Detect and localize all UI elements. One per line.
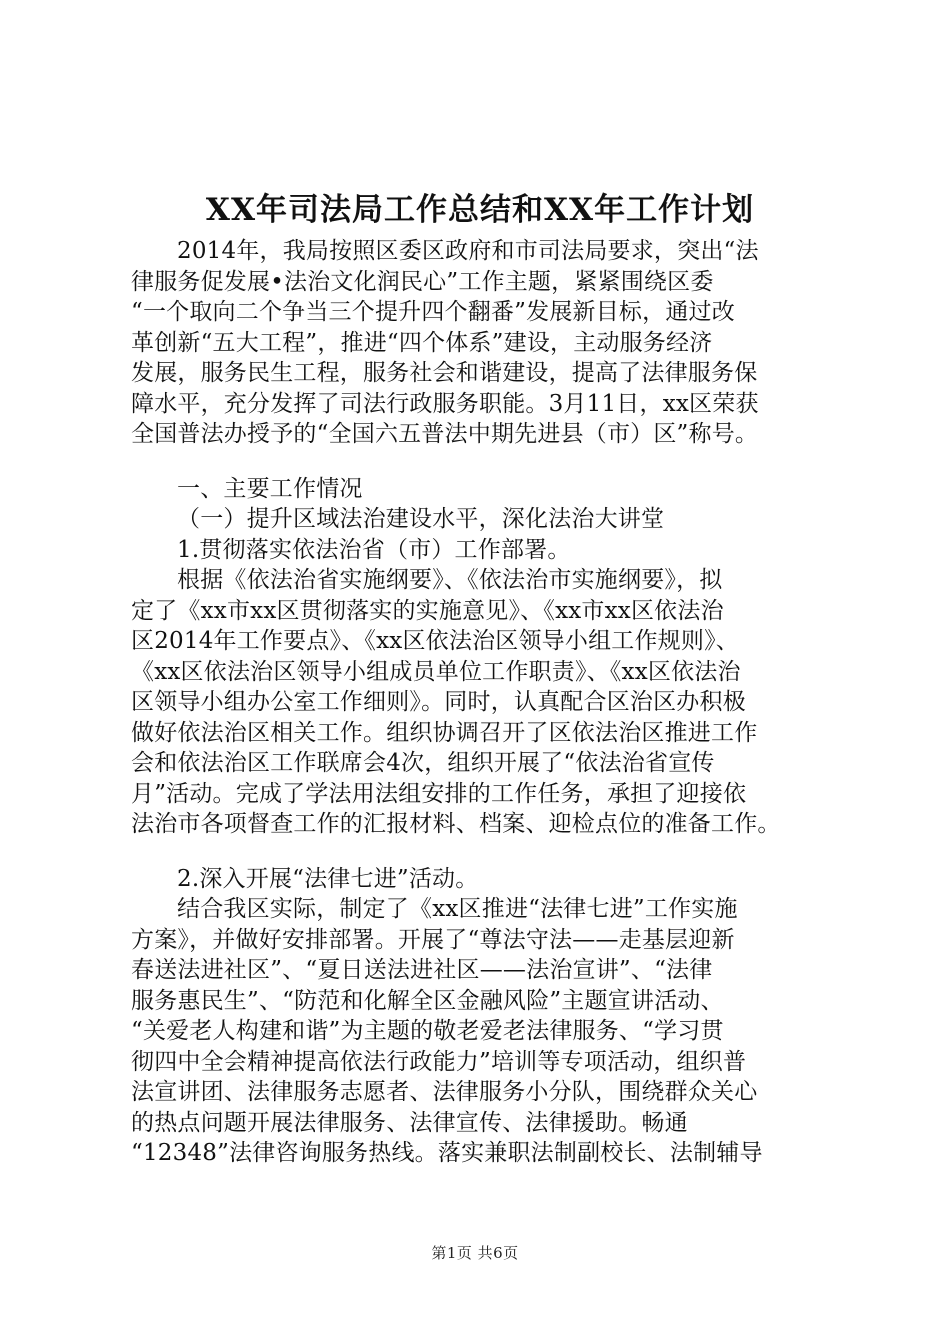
paragraph-line: 《xx区依法治区领导小组成员单位工作职责》、《xx区依法治 — [131, 658, 741, 685]
document-title: XX年司法局工作总结和XX年工作计划 — [205, 192, 755, 228]
paragraph-line: 定了《xx市xx区贯彻落实的实施意见》、《xx市xx区依法治 — [131, 597, 724, 624]
paragraph-line: 做好依法治区相关工作。组织协调召开了区依法治区推进工作 — [131, 719, 758, 746]
paragraph-line: 2014年，我局按照区委区政府和市司法局要求，突出“法 — [177, 238, 759, 264]
paragraph-line: 障水平，充分发挥了司法行政服务职能。3月11日，xx区荣获 — [131, 390, 759, 417]
item-heading: 2.深入开展“法律七进”活动。 — [177, 865, 479, 892]
paragraph-line: 的热点问题开展法律服务、法律宣传、法律援助。畅通 — [131, 1109, 688, 1136]
paragraph-line: 春送法进社区”、“夏日送法进社区——法治宣讲”、“法律 — [131, 957, 713, 983]
section-heading: 一、主要工作情况 — [177, 475, 363, 502]
paragraph-line: 律服务促发展•法治文化润民心”工作主题，紧紧围绕区委 — [131, 268, 714, 295]
paragraph-line: 革创新“五大工程”，推进“四个体系”建设，主动服务经济 — [131, 329, 713, 356]
paragraph-line: 发展，服务民生工程，服务社会和谐建设，提高了法律服务保 — [131, 360, 758, 386]
page-footer: 第1页 共6页 — [431, 1244, 519, 1262]
document-body — [131, 236, 831, 1169]
paragraph-line: “一个取向二个争当三个提升四个翻番”发展新目标，通过改 — [131, 299, 735, 325]
paragraph-line: 月”活动。完成了学法用法组安排的工作任务，承担了迎接依 — [131, 780, 747, 807]
paragraph-line: 结合我区实际，制定了《xx区推进“法律七进”工作实施 — [177, 896, 738, 922]
sub-heading: （一）提升区域法治建设水平，深化法治大讲堂 — [177, 506, 665, 532]
paragraph-line: “关爱老人构建和谐”为主题的敬老爱老法律服务、“学习贯 — [131, 1018, 724, 1044]
paragraph-gap — [131, 450, 831, 474]
paragraph-line: 区领导小组办公室工作细则》。同时，认真配合区治区办积极 — [131, 689, 746, 715]
paragraph-gap — [131, 840, 831, 864]
paragraph-line: 方案》，并做好安排部署。开展了“尊法守法——走基层迎新 — [131, 926, 735, 953]
paragraph-line: 会和依法治区工作联席会4次，组织开展了“依法治省宣传 — [131, 750, 715, 776]
paragraph-line: 法宣讲团、法律服务志愿者、法律服务小分队，围绕群众关心 — [131, 1079, 758, 1105]
paragraph-line: “12348”法律咨询服务热线。落实兼职法制副校长、法制辅导 — [131, 1140, 763, 1166]
item-heading: 1.贯彻落实依法治省（市）工作部署。 — [177, 536, 571, 563]
paragraph-line: 法治市各项督查工作的汇报材料、档案、迎检点位的准备工作。 — [131, 811, 781, 837]
paragraph-line: 服务惠民生”、“防范和化解全区金融风险”主题宣讲活动、 — [131, 987, 724, 1014]
paragraph-line: 彻四中全会精神提高依法行政能力”培训等专项活动，组织普 — [131, 1048, 747, 1075]
paragraph-line: 全国普法办授予的“全国六五普法中期先进县（市）区”称号。 — [131, 421, 759, 447]
paragraph-line: 区2014年工作要点》、《xx区依法治区领导小组工作规则》、 — [131, 628, 739, 654]
paragraph-line: 根据《依法治省实施纲要》、《依法治市实施纲要》，拟 — [177, 567, 723, 593]
